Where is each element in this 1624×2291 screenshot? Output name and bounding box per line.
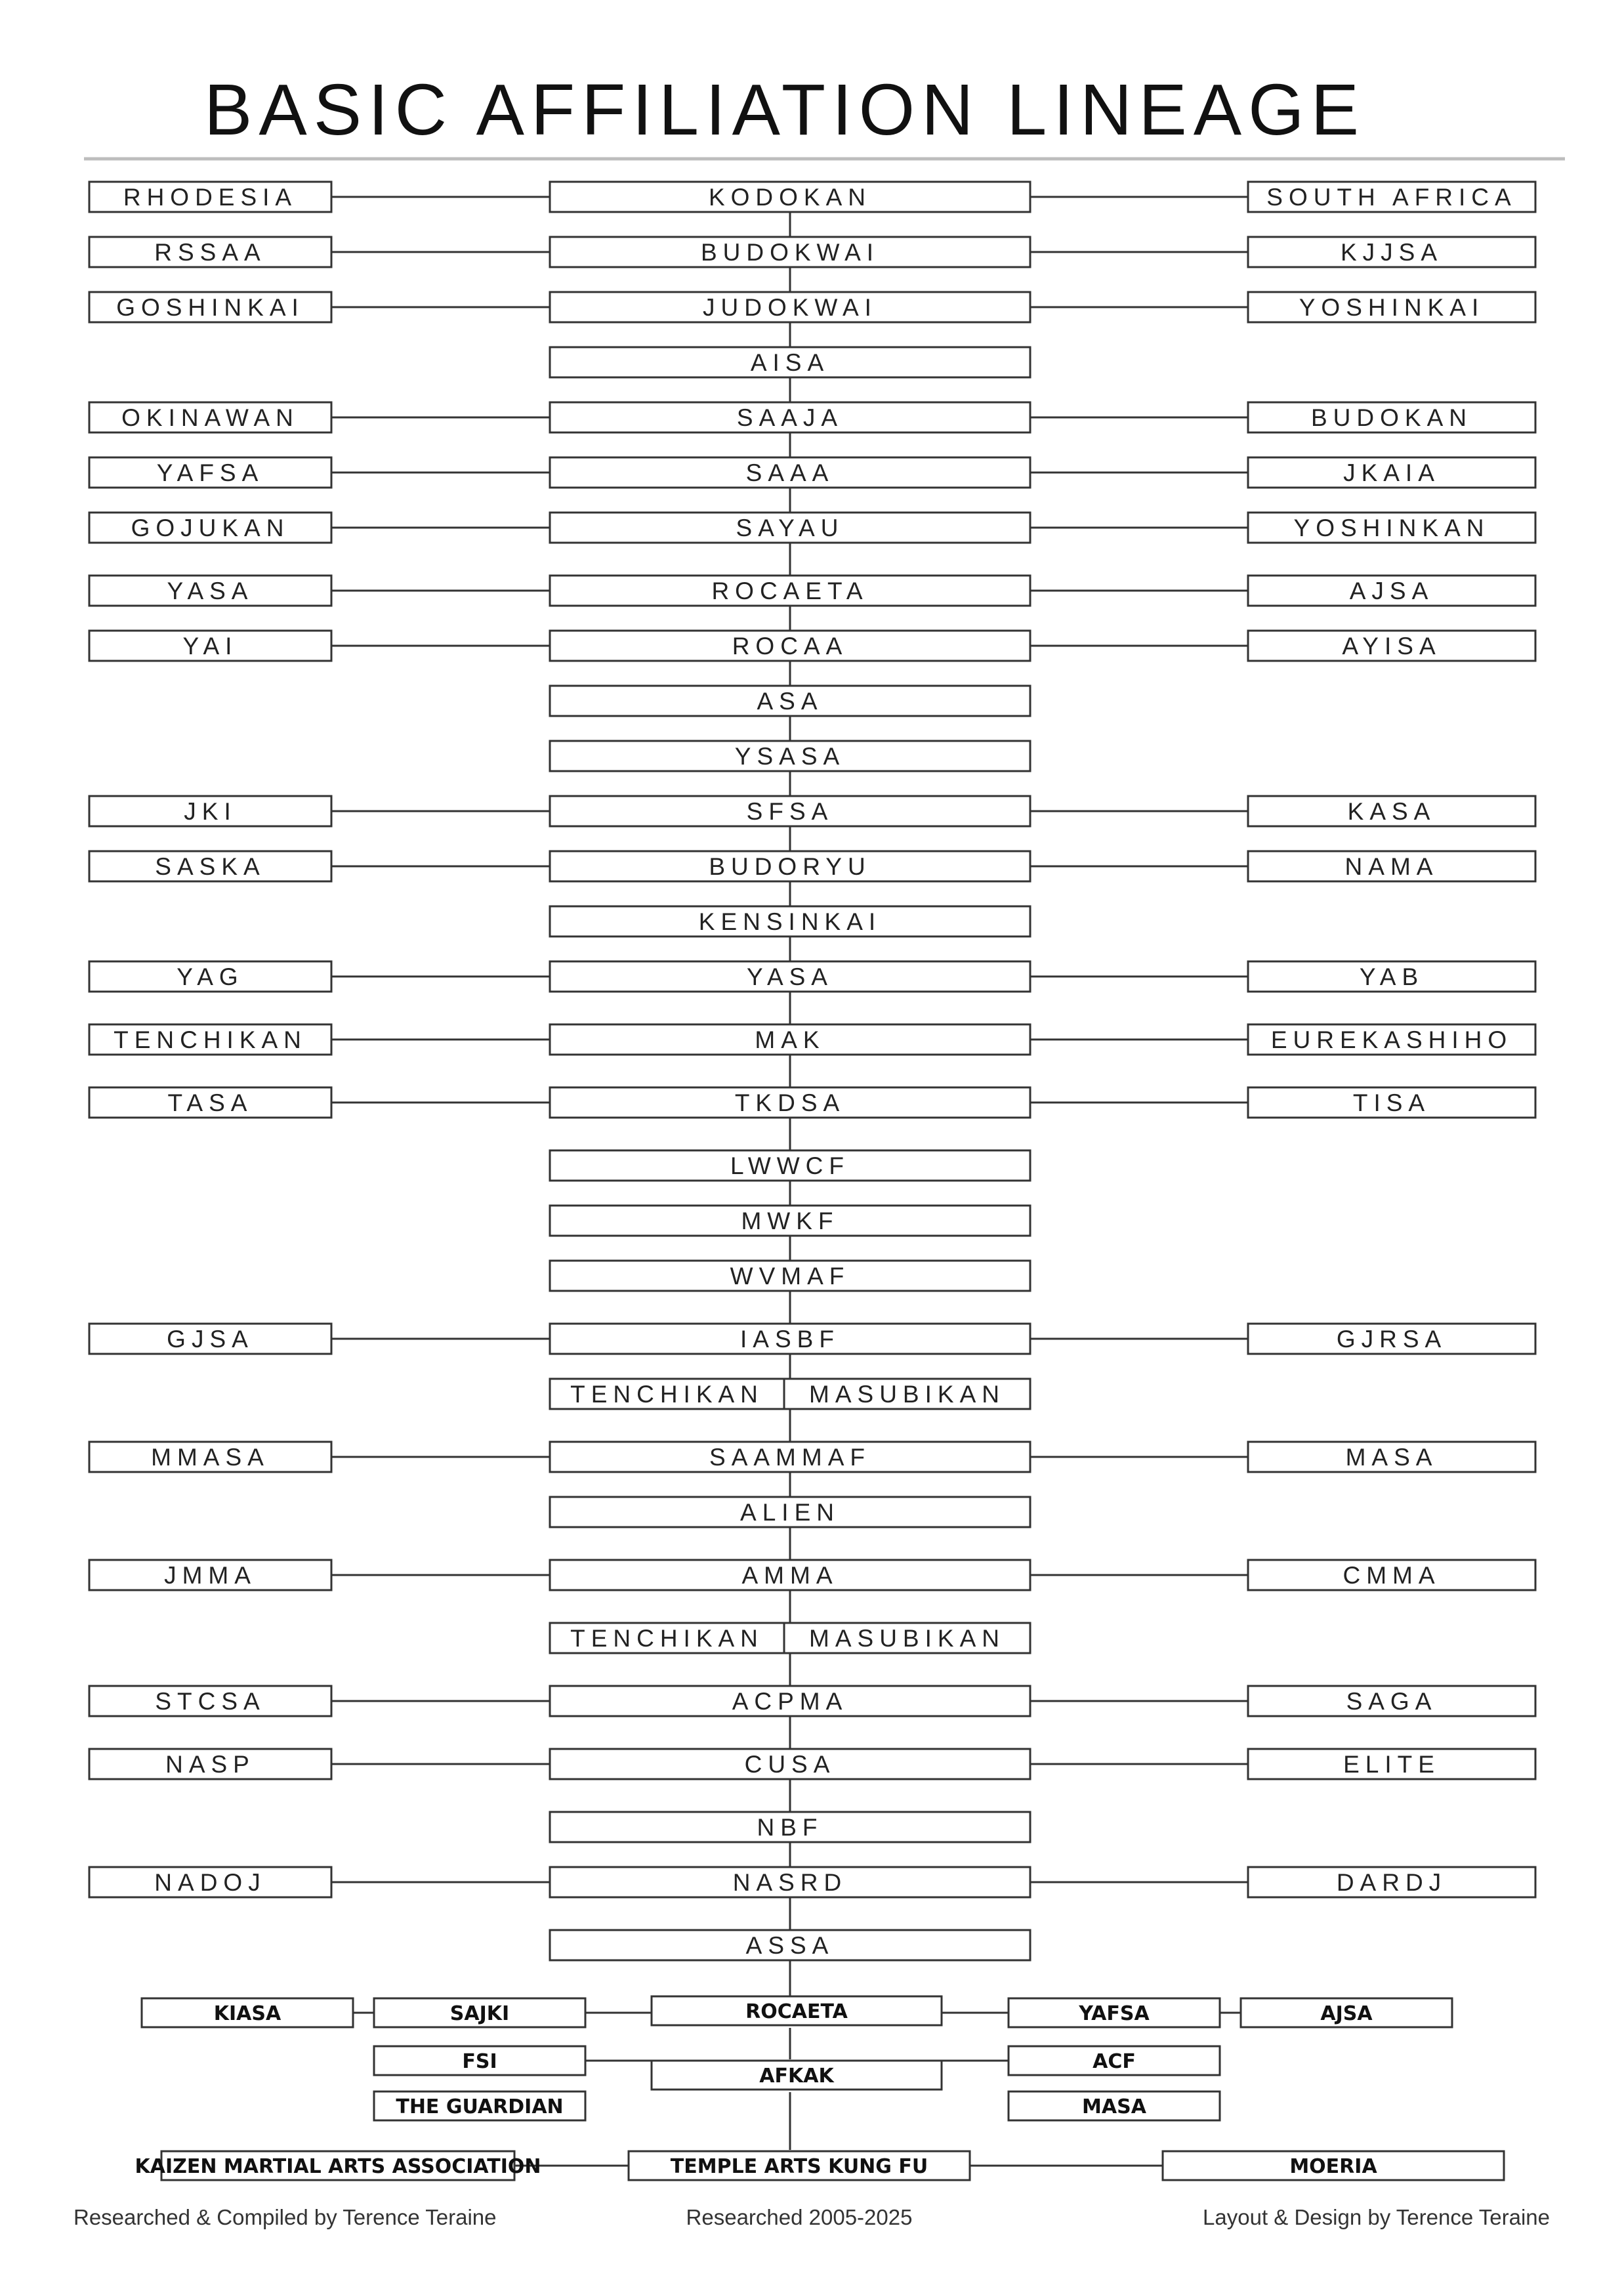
- node-label: AJSA: [1320, 2002, 1373, 2025]
- node-yasa: [89, 576, 331, 606]
- node-mak: [550, 1024, 1030, 1055]
- node-yafsa: [89, 457, 331, 488]
- lineage-row: [89, 402, 1535, 432]
- lineage-row: [89, 796, 1535, 826]
- node-mmasa-label: MMASA: [151, 1444, 270, 1471]
- lineage-rows: [89, 182, 1535, 2002]
- node-saaa-label: SAAA: [745, 459, 835, 486]
- node-rocaeta-label: ROCAETA: [711, 578, 869, 604]
- node-wvmaf-label: WVMAF: [730, 1263, 850, 1290]
- node-budoryu: [550, 851, 1030, 881]
- split-left-label: TENCHIKAN: [570, 1381, 764, 1408]
- node-judokwai-label: JUDOKWAI: [703, 294, 877, 321]
- node-goshinkai: [89, 292, 331, 322]
- node-yasa-label: YASA: [167, 578, 254, 604]
- node-gjrsa: [1248, 1324, 1535, 1354]
- node-aisa: [550, 347, 1030, 377]
- node-kaizen: [135, 2151, 541, 2180]
- node-mak-label: MAK: [755, 1026, 825, 1053]
- split-right-label: MASUBIKAN: [809, 1625, 1005, 1652]
- node-rssaa-label: RSSAA: [154, 239, 266, 266]
- node-elite-label: ELITE: [1343, 1751, 1440, 1778]
- node-yasa: [550, 961, 1030, 992]
- node-tasa: [89, 1087, 331, 1118]
- node-tenchikan-label: TENCHIKAN: [114, 1026, 307, 1053]
- node-afkak: [652, 2061, 942, 2090]
- node-kodokan: [550, 182, 1030, 212]
- node-lwwcf-label: LWWCF: [730, 1152, 850, 1179]
- node-saska: [89, 851, 331, 881]
- node-stcsa: [89, 1686, 331, 1716]
- node-amma: [550, 1560, 1030, 1590]
- footer-left: Researched & Compiled by Terence Teraine: [73, 2205, 497, 2229]
- lineage-row: [550, 1812, 1030, 1842]
- node-masa-label: MASA: [1345, 1444, 1438, 1471]
- lineage-row: [550, 1150, 1030, 1181]
- node-elite: [1248, 1749, 1535, 1779]
- node-amma-label: AMMA: [741, 1562, 839, 1589]
- node-cmma-label: CMMA: [1343, 1562, 1441, 1589]
- node-saga-label: SAGA: [1346, 1688, 1438, 1715]
- split-left-label: TENCHIKAN: [570, 1625, 764, 1652]
- lineage-row: [89, 1024, 1535, 1055]
- node-budoryu-label: BUDORYU: [709, 853, 871, 880]
- node-nbf-label: NBF: [757, 1814, 823, 1841]
- lineage-row: [550, 741, 1030, 771]
- node-label: ROCAETA: [745, 2000, 848, 2023]
- node-jki-label: JKI: [184, 798, 237, 825]
- node-rocaeta: [652, 1996, 942, 2025]
- lineage-row: [89, 1324, 1535, 1354]
- node-nasrd-label: NASRD: [732, 1869, 848, 1896]
- lineage-row: [89, 1087, 1535, 1118]
- node-cusa: [550, 1749, 1030, 1779]
- node-label: THE GUARDIAN: [396, 2095, 564, 2118]
- node-tasa-label: TASA: [167, 1089, 253, 1116]
- node-tenchikan: [89, 1024, 331, 1055]
- node-label: SAJKI: [449, 2002, 510, 2025]
- node-stcsa-label: STCSA: [155, 1688, 266, 1715]
- node-split: [550, 1623, 1030, 1653]
- node-kiasa: [142, 1998, 353, 2027]
- node-acpma: [550, 1686, 1030, 1716]
- node-kasa-label: KASA: [1347, 798, 1436, 825]
- node-asa: [550, 686, 1030, 716]
- node-masa: [1248, 1442, 1535, 1472]
- node-yag: [89, 961, 331, 992]
- node-eurekashiho: [1248, 1024, 1535, 1055]
- node-budokwai-label: BUDOKWAI: [700, 239, 880, 266]
- lineage-row: [89, 1442, 1535, 1472]
- node-nasrd: [550, 1867, 1030, 1897]
- node-sfsa: [550, 796, 1030, 826]
- node-iasbf: [550, 1324, 1030, 1354]
- node-nadoj-label: NADOJ: [154, 1869, 266, 1896]
- lineage-row: [550, 686, 1030, 716]
- lineage-row: [550, 1261, 1030, 1291]
- node-ajsa: [1241, 1998, 1452, 2027]
- node-yoshinkan: [1248, 513, 1535, 543]
- node-budokwai: [550, 237, 1030, 267]
- node-assa: [550, 1930, 1030, 1960]
- node-rocaa-label: ROCAA: [732, 633, 848, 660]
- lineage-row: [89, 292, 1535, 322]
- node-south-africa: [1248, 182, 1535, 212]
- node-nbf: [550, 1812, 1030, 1842]
- node-label: FSI: [462, 2050, 497, 2073]
- footer-right: Layout & Design by Terence Teraine: [1203, 2205, 1550, 2229]
- node-judokwai: [550, 292, 1030, 322]
- lineage-row: [89, 1867, 1535, 1897]
- node-gjsa: [89, 1324, 331, 1354]
- footer: [73, 2205, 1550, 2229]
- node-acf: [1009, 2046, 1220, 2075]
- node-nama-label: NAMA: [1344, 853, 1439, 880]
- node-yai: [89, 631, 331, 661]
- node-rocaa: [550, 631, 1030, 661]
- lineage-row: [89, 457, 1535, 488]
- node-tkdsa: [550, 1087, 1030, 1118]
- node-alien-label: ALIEN: [740, 1499, 840, 1526]
- node-south-africa-label: SOUTH AFRICA: [1266, 184, 1517, 211]
- node-label: KAIZEN MARTIAL ARTS ASSOCIATION: [135, 2155, 541, 2178]
- node-budokan-label: BUDOKAN: [1311, 404, 1472, 431]
- node-kensinkai-label: KENSINKAI: [698, 908, 882, 935]
- node-sfsa-label: SFSA: [746, 798, 834, 825]
- node-rssaa: [89, 237, 331, 267]
- bottom-cluster: [135, 1960, 1504, 2180]
- lineage-row: [550, 1379, 1030, 1409]
- node-gojukan-label: GOJUKAN: [131, 515, 290, 541]
- lineage-row: [550, 1206, 1030, 1236]
- node-label: YAFSA: [1079, 2002, 1150, 2025]
- node-rhodesia-label: RHODESIA: [123, 184, 298, 211]
- node-yoshinkan-label: YOSHINKAN: [1293, 515, 1490, 541]
- node-budokan: [1248, 402, 1535, 432]
- node-eurekashiho-label: EUREKASHIHO: [1270, 1026, 1513, 1053]
- node-okinawan-label: OKINAWAN: [121, 404, 299, 431]
- node-the-guardian: [374, 2091, 585, 2120]
- node-ysasa: [550, 741, 1030, 771]
- node-rhodesia: [89, 182, 331, 212]
- node-gjrsa-label: GJRSA: [1336, 1326, 1447, 1353]
- node-kensinkai: [550, 906, 1030, 936]
- node-alien: [550, 1497, 1030, 1527]
- node-nasp-label: NASP: [165, 1751, 255, 1778]
- lineage-row: [550, 1623, 1030, 1653]
- node-yafsa: [1009, 1998, 1220, 2027]
- node-yoshinkai: [1248, 292, 1535, 322]
- node-jki: [89, 796, 331, 826]
- node-yab-label: YAB: [1359, 963, 1425, 990]
- node-masa: [1009, 2091, 1220, 2120]
- node-goshinkai-label: GOSHINKAI: [116, 294, 304, 321]
- node-label: TEMPLE ARTS KUNG FU: [670, 2155, 928, 2178]
- node-saska-label: SASKA: [155, 853, 266, 880]
- node-saaja: [550, 402, 1030, 432]
- node-label: AFKAK: [759, 2065, 834, 2088]
- node-saaja-label: SAAJA: [736, 404, 844, 431]
- node-yasa-label: YASA: [747, 963, 833, 990]
- lineage-row: [550, 1497, 1030, 1527]
- node-wvmaf: [550, 1261, 1030, 1291]
- lineage-row: [89, 513, 1535, 543]
- node-dardj-label: DARDJ: [1336, 1869, 1447, 1896]
- node-ajsa-label: AJSA: [1349, 578, 1434, 604]
- node-label: KIASA: [213, 2002, 281, 2025]
- node-yafsa-label: YAFSA: [156, 459, 264, 486]
- lineage-row: [89, 851, 1535, 881]
- node-kodokan-label: KODOKAN: [708, 184, 872, 211]
- lineage-row: [89, 1560, 1535, 1590]
- lineage-row: [550, 347, 1030, 377]
- node-jmma-label: JMMA: [164, 1562, 257, 1589]
- node-gjsa-label: GJSA: [167, 1326, 254, 1353]
- lineage-row: [89, 1749, 1535, 1779]
- node-mmasa: [89, 1442, 331, 1472]
- node-tisa: [1248, 1087, 1535, 1118]
- node-kjjsa: [1248, 237, 1535, 267]
- node-ayisa: [1248, 631, 1535, 661]
- node-yai-label: YAI: [182, 633, 238, 660]
- node-tisa-label: TISA: [1352, 1089, 1431, 1116]
- node-sayau-label: SAYAU: [736, 515, 844, 541]
- node-ayisa-label: AYISA: [1342, 633, 1442, 660]
- lineage-row: [89, 1686, 1535, 1716]
- node-aisa-label: AISA: [750, 349, 830, 376]
- node-jmma: [89, 1560, 331, 1590]
- node-iasbf-label: IASBF: [740, 1326, 840, 1353]
- node-tkdsa-label: TKDSA: [734, 1089, 846, 1116]
- node-nasp: [89, 1749, 331, 1779]
- node-assa-label: ASSA: [745, 1932, 835, 1959]
- node-sayau: [550, 513, 1030, 543]
- lineage-row: [550, 906, 1030, 936]
- node-cusa-label: CUSA: [744, 1751, 836, 1778]
- node-saammaf-label: SAAMMAF: [709, 1444, 871, 1471]
- node-temple: [629, 2151, 970, 2180]
- lineage-row: [550, 1930, 1030, 1960]
- split-right-label: MASUBIKAN: [809, 1381, 1005, 1408]
- node-yag-label: YAG: [177, 963, 244, 990]
- node-moeria: [1163, 2151, 1504, 2180]
- node-yab: [1248, 961, 1535, 992]
- footer-center: Researched 2005-2025: [686, 2205, 913, 2229]
- node-kasa: [1248, 796, 1535, 826]
- node-okinawan: [89, 402, 331, 432]
- node-label: MOERIA: [1289, 2155, 1377, 2178]
- node-lwwcf: [550, 1150, 1030, 1181]
- node-ysasa-label: YSASA: [734, 743, 846, 770]
- lineage-row: [89, 576, 1535, 606]
- node-fsi: [374, 2046, 585, 2075]
- node-yoshinkai-label: YOSHINKAI: [1299, 294, 1485, 321]
- node-label: ACF: [1093, 2050, 1136, 2073]
- node-kjjsa-label: KJJSA: [1340, 239, 1444, 266]
- page-title: BASIC AFFILIATION LINEAGE: [203, 70, 1366, 150]
- node-saaa: [550, 457, 1030, 488]
- node-jkaia-label: JKAIA: [1343, 459, 1440, 486]
- node-sajki: [374, 1998, 585, 2027]
- node-nama: [1248, 851, 1535, 881]
- node-rocaeta: [550, 576, 1030, 606]
- node-mwkf: [550, 1206, 1030, 1236]
- node-nadoj: [89, 1867, 331, 1897]
- lineage-row: [89, 237, 1535, 267]
- node-asa-label: ASA: [757, 688, 823, 715]
- node-jkaia: [1248, 457, 1535, 488]
- node-split: [550, 1379, 1030, 1409]
- node-label: MASA: [1082, 2095, 1146, 2118]
- node-mwkf-label: MWKF: [741, 1208, 839, 1234]
- node-ajsa: [1248, 576, 1535, 606]
- node-saammaf: [550, 1442, 1030, 1472]
- lineage-row: [89, 631, 1535, 661]
- node-dardj: [1248, 1867, 1535, 1897]
- node-acpma-label: ACPMA: [732, 1688, 848, 1715]
- node-cmma: [1248, 1560, 1535, 1590]
- lineage-row: [89, 961, 1535, 992]
- node-saga: [1248, 1686, 1535, 1716]
- lineage-row: [89, 182, 1535, 212]
- node-gojukan: [89, 513, 331, 543]
